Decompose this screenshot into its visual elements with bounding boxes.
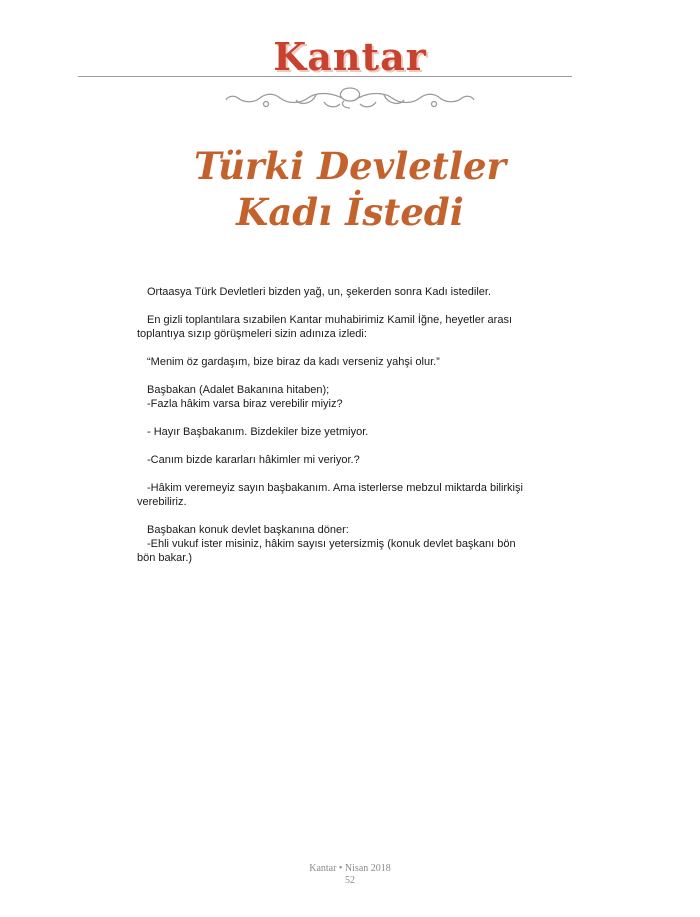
paragraph-8-line-2: -Ehli vukuf ister misiniz, hâkim sayısı yetersizmiş (konuk devlet başkanı bön bön bakar.) xyxy=(137,538,516,564)
paragraph-8-line-1: Başbakan konuk devlet başkanına döner: xyxy=(147,524,349,536)
paragraph-8 xyxy=(137,523,527,565)
paragraph-1: Ortaasya Türk Devletleri bizden yağ, un, şekerden sonra Kadı istediler. xyxy=(147,286,492,298)
flourish-ornament xyxy=(220,84,480,112)
paragraph-6: -Canım bizde kararları hâkimler mi veriyor.? xyxy=(147,454,360,466)
paragraph-4-line-2: -Fazla hâkim varsa biraz verebilir miyiz? xyxy=(147,398,343,410)
paragraph-4-line-1: Başbakan (Adalet Bakanına hitaben); xyxy=(147,384,330,396)
article-title xyxy=(0,143,700,235)
footer-issue: Kantar • Nisan 2018 xyxy=(309,863,391,874)
paragraph-2: En gizli toplantılara sızabilen Kantar muhabirimiz Kamil İğne, heyetler arası toplantıya sızıp görüşmeleri sizin adınıza izledi: xyxy=(137,314,513,340)
paragraph-4 xyxy=(137,383,527,411)
paragraph-7: -Hâkim veremeyiz sayın başbakanım. Ama isterlerse mebzul miktarda bilirkişi verebiliriz. xyxy=(137,482,523,508)
article-body xyxy=(137,285,527,579)
page-number: 52 xyxy=(345,875,355,886)
article-title-line2: Kadı İstedi xyxy=(236,190,464,234)
page-footer xyxy=(0,863,700,887)
article-title-line1: Türki Devletler xyxy=(193,144,506,188)
paragraph-3: “Menim öz gardaşım, bize biraz da kadı verseniz yahşi olur.” xyxy=(147,356,440,368)
paragraph-5: - Hayır Başbakanım. Bizdekiler bize yetmiyor. xyxy=(147,426,369,438)
masthead-logo: Kantar xyxy=(273,34,427,79)
header-rule xyxy=(78,76,572,77)
